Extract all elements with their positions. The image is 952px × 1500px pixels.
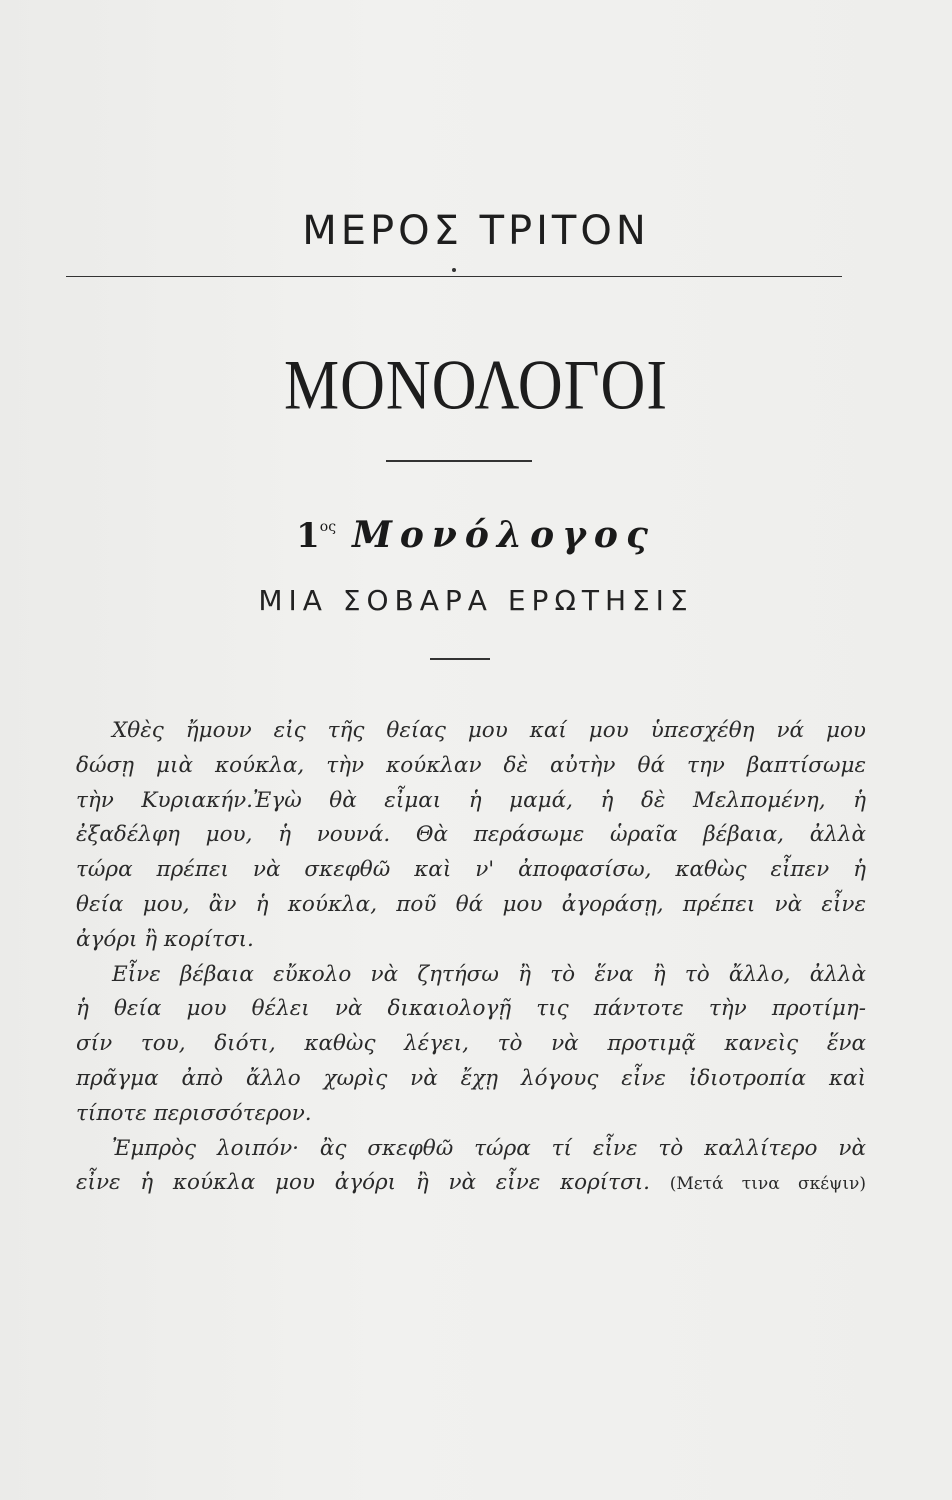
monologue-subtitle: ΜΙΑ ΣΟΒΑΡΑ ΕΡΩΤΗΣΙΣ — [258, 584, 694, 617]
monologue-heading — [0, 514, 952, 556]
text-line: ἐξαδέλφη μου, ἡ νουνά. Θὰ περάσωμε ὡραῖα βέβαια, ἀλλὰ — [76, 822, 866, 848]
section-title: ΜΟΝΟΛΟΓΟΙ — [284, 346, 668, 425]
text-line: θεία μου, ἂν ἡ κούκλα, ποῦ θά μου ἀγοράσῃ, πρέπει νὰ εἶνε — [76, 891, 866, 917]
part-title: ΜΕΡΟΣ ΤΡΙΤΟΝ — [302, 208, 650, 254]
text-line: Εἶνε βέβαια εὔκολο νὰ ζητήσω ἢ τὸ ἕνα ἢ τὸ ἄλλο, ἀλλὰ — [112, 961, 866, 987]
rule-dot — [452, 268, 456, 272]
text-line-final-words: εἶνε ἡ κούκλα μου ἀγόρι ἢ νὰ εἶνε κορίτσι. — [76, 1170, 651, 1196]
text-line: δώσῃ μιὰ κούκλα, τὴν κούκλαν δὲ αὐτὴν θά την βαπτίσωμε — [76, 752, 866, 778]
text-line: Χθὲς ἤμουν εἰς τῆς θείας μου καί μου ὑπεσχέθη νά μου — [112, 718, 866, 743]
text-line: τώρα πρέπει νὰ σκεφθῶ καὶ ν' ἀποφασίσω, καθὼς εἶπεν ἡ — [76, 857, 866, 883]
monologue-word: Μονόλογος — [352, 514, 656, 556]
text-line: σίν του, διότι, καθὼς λέγει, τὸ νὰ προτιμᾷ κανεὶς ἕνα — [76, 1031, 866, 1057]
text-line: τὴν Κυριακήν.Ἐγὼ θὰ εἶμαι ἡ μαμά, ἡ δὲ Μελπομένη, ἡ — [76, 787, 866, 813]
text-line: ἡ θεία μου θέλει νὰ δικαιολογῇ τις πάντοτε τὴν προτίμη- — [76, 996, 866, 1022]
text-line-final — [76, 1166, 866, 1201]
text-line: τίποτε περισσότερον. — [76, 1100, 312, 1126]
text-line: Ἐμπρὸς λοιπόν· ἂς σκεφθῶ τώρα τί εἶνε τὸ καλλίτερο νὰ — [112, 1135, 866, 1161]
divider-short — [430, 658, 490, 660]
body-text — [76, 714, 866, 1201]
monologue-number: 1 — [296, 516, 320, 556]
stage-direction: (Μετά τινα σκέψιν) — [669, 1174, 866, 1195]
divider-medium — [386, 460, 532, 462]
text-line: ἀγόρι ἢ κορίτσι. — [76, 926, 254, 952]
monologue-ordinal-suffix: ος — [319, 519, 337, 535]
divider-long — [66, 276, 842, 277]
text-line: πρᾶγμα ἀπὸ ἄλλο χωρὶς νὰ ἔχῃ λόγους εἶνε ἰδιοτροπία καὶ — [76, 1065, 866, 1091]
